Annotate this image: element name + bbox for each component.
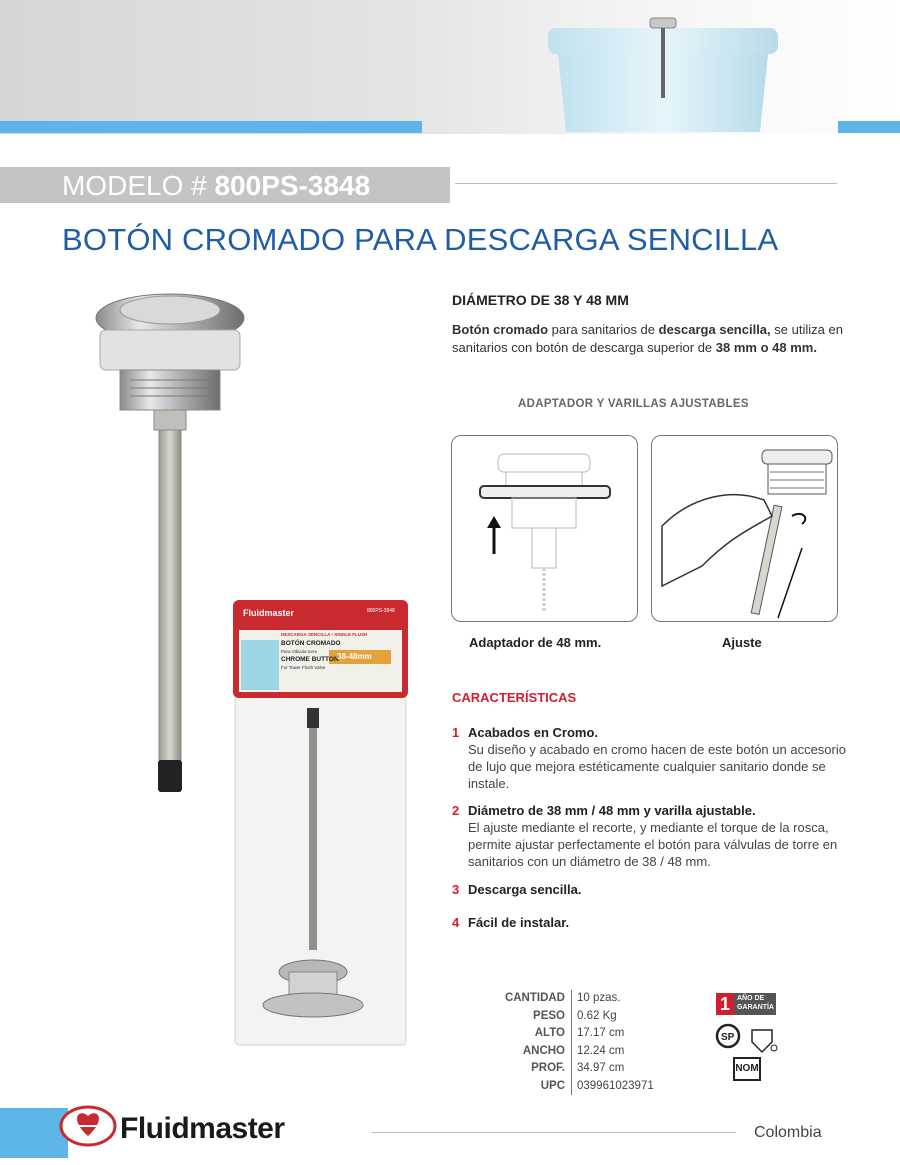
warranty-badge	[716, 993, 776, 1015]
toilet-tank-illustration	[540, 14, 780, 134]
feature-item: 3 Descarga sencilla.	[452, 882, 582, 897]
diagram-adapter	[451, 435, 638, 622]
package-line4: CHROME BUTTON	[281, 656, 339, 663]
spec-row: ALTO 17.17 cm	[470, 1025, 654, 1043]
model-divider	[455, 183, 837, 184]
csa-upc-icon	[714, 1022, 780, 1054]
package-line1: DESCARGA SENCILLA • SINGLE FLUSH	[281, 632, 368, 637]
description: Botón cromado para sanitarios de descarga sencilla, se utiliza en sanitarios con botón de descarga superior de 38 mm o 48 mm.	[452, 322, 843, 355]
footer-country: Colombia	[754, 1124, 822, 1141]
package-image	[233, 600, 408, 1050]
diagrams-heading: ADAPTADOR Y VARILLAS AJUSTABLES	[518, 398, 749, 410]
features-heading: CARACTERÍSTICAS	[452, 690, 577, 705]
package-line3: Para Válvula torre	[281, 649, 318, 654]
package-line5: For Tower Flush Valve	[281, 665, 326, 670]
feature-item: 1 Acabados en Cromo. Su diseño y acabado en cromo hacen de este botón un accesorio de lujo que mejora estéticamente cualquier sanitario donde se instale.	[452, 725, 846, 791]
package-code: 800PS-3848	[367, 608, 395, 614]
spec-row: CANTIDAD 10 pzas.	[470, 990, 654, 1008]
warranty-text: AÑO DE GARANTÍA	[737, 995, 774, 1011]
header-stripe-right	[838, 121, 900, 133]
package-brand: Fluidmaster	[243, 608, 295, 618]
footer-divider	[372, 1132, 736, 1133]
package-size: 38-48mm	[337, 652, 372, 661]
model-label: MODELO # 800PS-3848	[62, 170, 371, 201]
feature-item: 4 Fácil de instalar.	[452, 915, 570, 930]
spec-row: UPC 039961023971	[470, 1078, 654, 1096]
warranty-number: 1	[716, 993, 734, 1015]
model-number: 800PS-3848	[214, 170, 371, 201]
diagram-adjust-caption: Ajuste	[722, 635, 762, 650]
spec-row: PROF. 34.97 cm	[470, 1060, 654, 1078]
nom-badge: NOM	[733, 1057, 761, 1081]
specs-table	[470, 990, 654, 1095]
page-title: BOTÓN CROMADO PARA DESCARGA SENCILLA	[62, 222, 779, 257]
diagram-adapter-caption: Adaptador de 48 mm.	[469, 635, 602, 650]
spec-row: ANCHO 12.24 cm	[470, 1043, 654, 1061]
diagram-adjust	[651, 435, 838, 622]
footer-brand: Fluidmaster	[120, 1112, 285, 1145]
spec-row: PESO 0.62 Kg	[470, 1008, 654, 1026]
package-line2: BOTÓN CROMADO	[281, 640, 341, 647]
subtitle: DIÁMETRO DE 38 Y 48 MM	[452, 292, 629, 308]
fluidmaster-logo-icon	[58, 1104, 118, 1148]
csa-mark: SP	[721, 1032, 735, 1043]
header-stripe-left	[0, 121, 422, 133]
feature-item: 2 Diámetro de 38 mm / 48 mm y varilla ajustable. El ajuste mediante el recorte, y mediante el torque de la rosca, permite ajustar perfectamente el botón para válvulas de torre en sanitarios con un diámetro de 38 / 48 mm.	[452, 803, 838, 869]
